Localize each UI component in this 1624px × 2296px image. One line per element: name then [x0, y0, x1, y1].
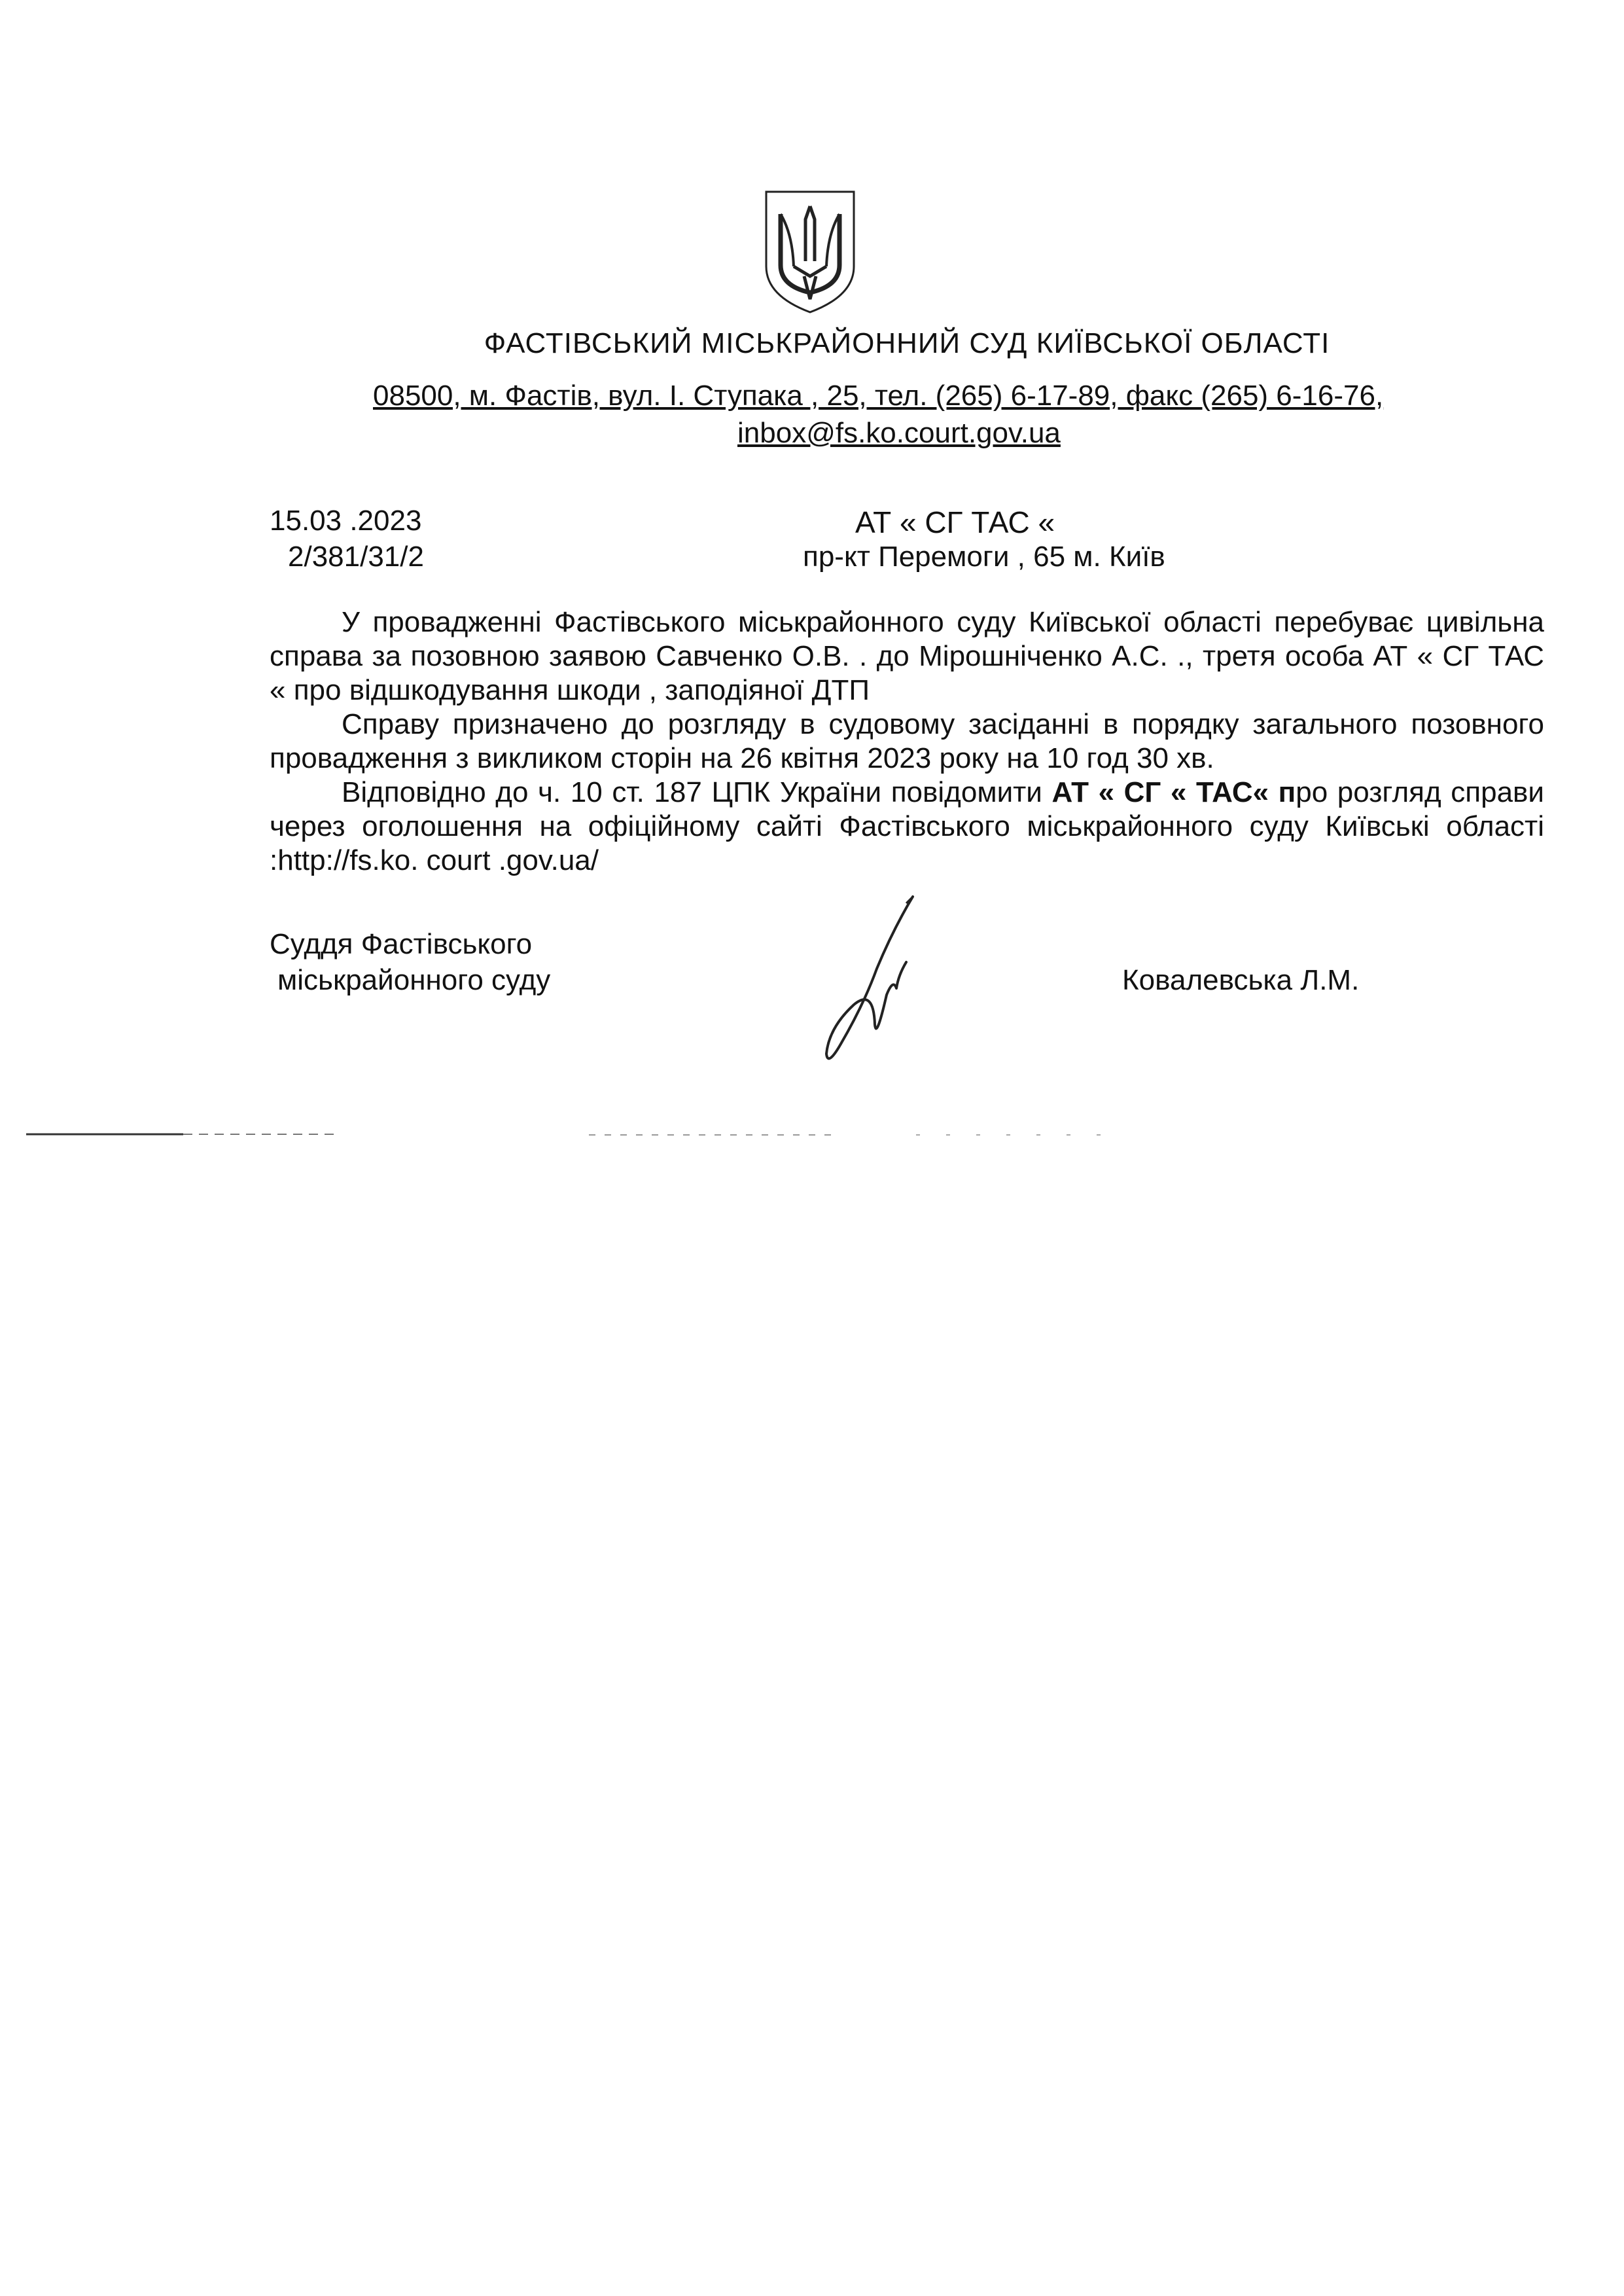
handwritten-signature-icon	[815, 890, 932, 1073]
judge-title-line-1: Суддя Фастівського	[270, 928, 533, 960]
recipient-name: АТ « СГ ТАС «	[855, 505, 1055, 539]
judge-name: Ковалевська Л.М.	[1122, 964, 1360, 996]
letter-date: 15.03 .2023	[270, 505, 422, 537]
body-paragraph-3-bold: АТ « СГ « ТАС« п	[1051, 776, 1296, 808]
body-paragraph-2: Справу призначено до розгляду в судовому засіданні в порядку загального позовного провадження з викликом сторін на 26 квітня 2023 року на 10 год 30 хв.	[270, 708, 1544, 774]
outgoing-number: 2/381/31/2	[288, 541, 424, 573]
judge-title-line-2: міськрайонного суду	[277, 964, 551, 996]
body-paragraph-3	[270, 776, 1544, 878]
body-paragraph-1: У провадженні Фастівського міськрайонного суду Київської області перебуває цивільна справа за позовною заявою Савченко О.В. . до Мірошніченко А.С. ., третя особа АТ « СГ ТАС « про відшкодування шкоди , заподіяної ДТП	[270, 606, 1544, 706]
court-name: ФАСТІВСЬКИЙ МІСЬКРАЙОННИЙ СУД КИЇВСЬКОЇ ОБЛАСТІ	[484, 327, 1330, 359]
ukraine-trident-icon	[761, 188, 859, 315]
recipient-address: пр-кт Перемоги , 65 м. Київ	[803, 541, 1165, 573]
body-paragraph-3-start: Відповідно до ч. 10 ст. 187 ЦПК України повідомити	[342, 776, 1052, 808]
scan-artifact-line	[26, 1132, 1139, 1138]
court-email-link[interactable]: inbox@fs.ko.court.gov.ua	[737, 417, 1061, 449]
body-paragraph-3-end: ро розгляд справи через оголошення на офіційному сайті Фастівського міськрайонного суду Київські області :http://fs.ko. court .gov.ua/	[270, 776, 1544, 876]
letter-body	[270, 605, 1544, 878]
court-address: 08500, м. Фастів, вул. І. Ступака , 25, тел. (265) 6-17-89, факс (265) 6-16-76,	[373, 380, 1384, 412]
